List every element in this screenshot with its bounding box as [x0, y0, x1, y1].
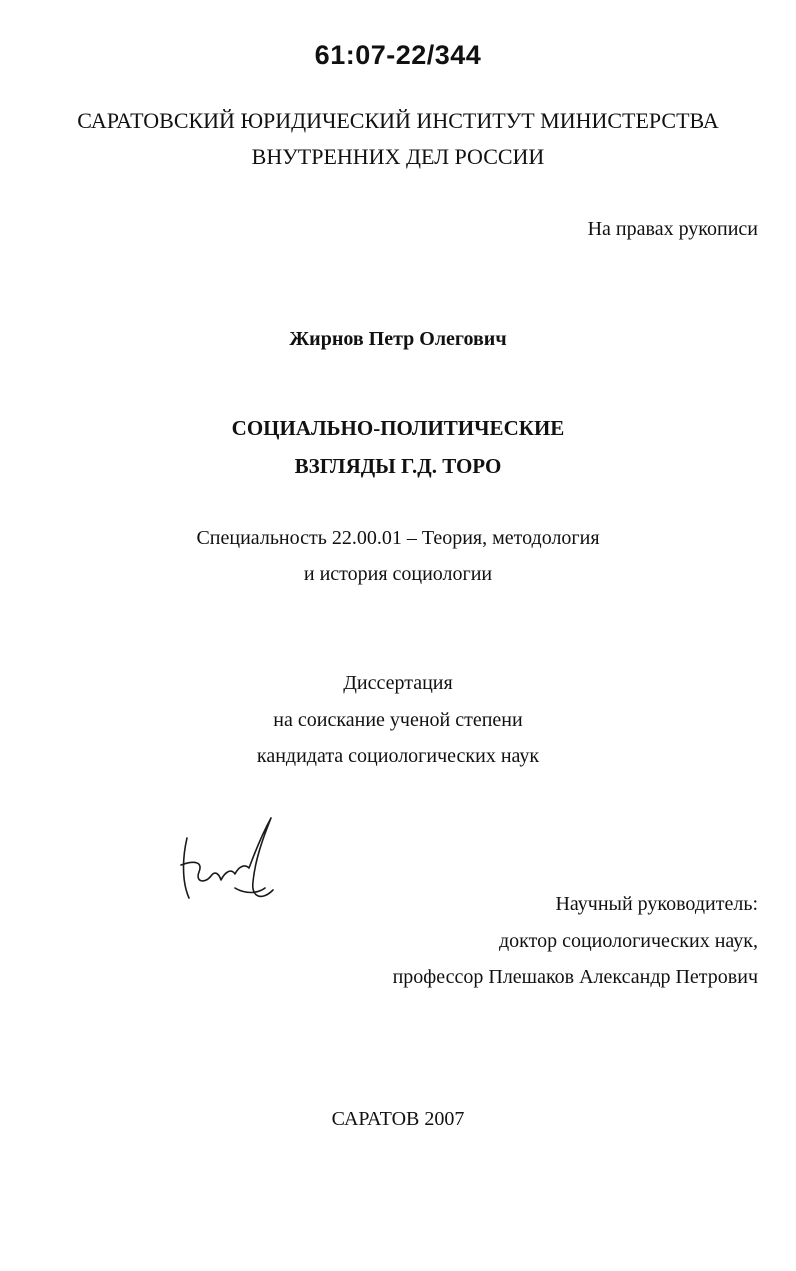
title-line-1: СОЦИАЛЬНО-ПОЛИТИЧЕСКИЕ: [231, 416, 565, 440]
specialty-line-1: Специальность 22.00.01 – Теория, методология: [196, 527, 600, 549]
city-year: САРАТОВ 2007: [331, 1108, 465, 1130]
dissertation-line-3: кандидата социологических наук: [256, 745, 540, 767]
dissertation-line-1: Диссертация: [343, 672, 453, 694]
manuscript-rights-note: На правах рукописи: [587, 218, 758, 240]
dissertation-line-2: на соискание ученой степени: [273, 709, 523, 731]
title-line-2: ВЗГЛЯДЫ Г.Д. ТОРО: [294, 454, 502, 478]
archive-code-text: 61:07-22/344: [314, 40, 482, 70]
institution-line-1: САРАТОВСКИЙ ЮРИДИЧЕСКИЙ ИНСТИТУТ МИНИСТЕРСТВА: [77, 108, 719, 133]
specialty-line-2: и история социологии: [303, 563, 493, 585]
supervisor-name: профессор Плешаков Александр Петрович: [392, 966, 758, 988]
institution-line-2: ВНУТРЕННИХ ДЕЛ РОССИИ: [251, 144, 545, 169]
handwritten-signature: [175, 810, 285, 905]
author-name: Жирнов Петр Олегович: [289, 328, 507, 350]
archive-code: [0, 40, 796, 71]
supervisor-degree: доктор социологических наук,: [498, 930, 758, 952]
supervisor-label: Научный руководитель:: [555, 893, 758, 915]
